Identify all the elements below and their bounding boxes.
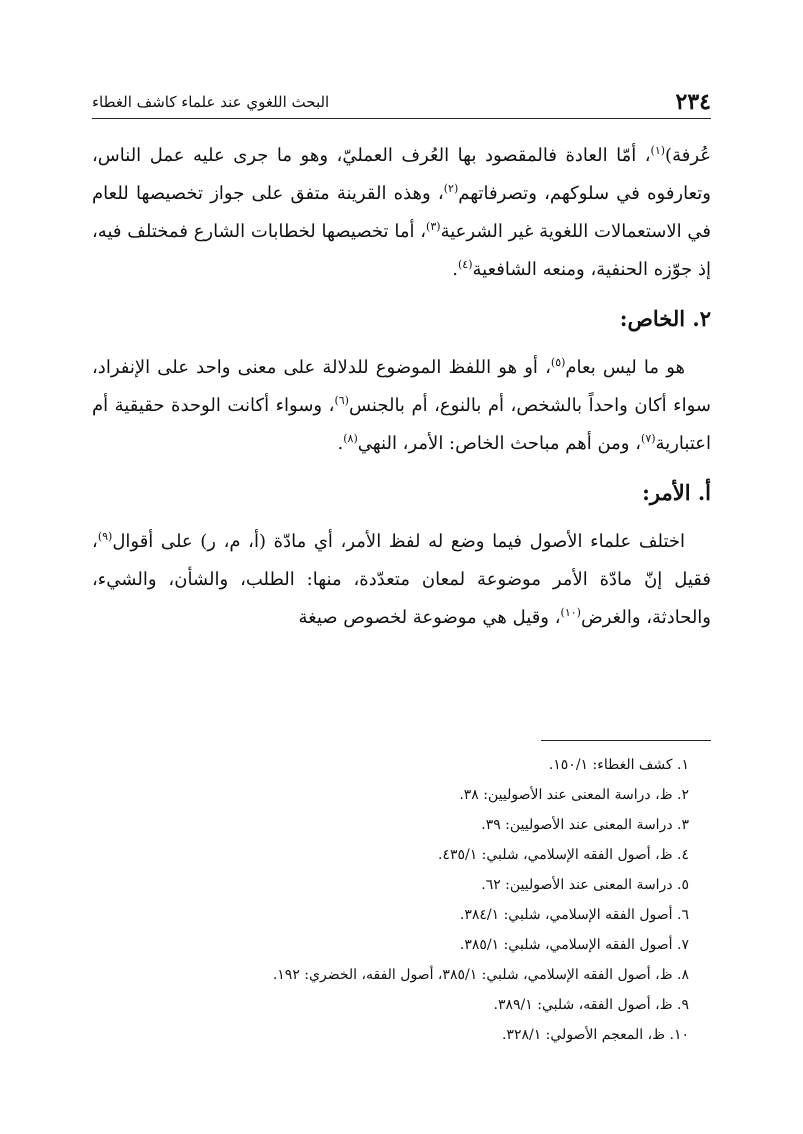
- footnote-item: ١. كشف الغطاء: ١٥٠/١.: [548, 757, 689, 773]
- text-span: ، أما تخصيصها لخطابات الشارع فمختلف فيه، إذ جوّزه الحنفية، ومنعه الشافعية: [92, 221, 711, 280]
- text-span: .: [337, 433, 344, 454]
- footnote-item: ٢. ظ، دراسة المعنى عند الأصوليين: ٣٨.: [459, 787, 689, 803]
- paragraph-2: [92, 349, 711, 463]
- body-text: [92, 137, 711, 637]
- footnote-ref: (٥): [550, 356, 566, 369]
- text-span: ، وهذه القرينة متفق على جواز تخصيصها للعام في الاستعمالات اللغوية غير الشرعية: [92, 183, 711, 242]
- footnote-ref: (٩): [97, 530, 113, 543]
- page-number: ٢٣٤: [675, 89, 711, 115]
- footnote-item: ٦. أصول الفقه الإسلامي، شلبي: ٣٨٤/١.: [459, 907, 689, 923]
- text-span: ، فقيل إنّ مادّة الأمر موضوعة لمعان متعدّدة، منها: الطلب، والشأن، والشيء، والحادثة، والغرض: [92, 531, 711, 628]
- footnote-item: ٩. ظ، أصول الفقه، شلبي: ٣٨٩/١.: [493, 997, 689, 1013]
- footnote-item: ٨. ظ، أصول الفقه الإسلامي، شلبي: ٣٨٥/١، أصول الفقه، الخضري: ١٩٢.: [272, 967, 689, 983]
- footnote-item: ٤. ظ، أصول الفقه الإسلامي، شلبي: ٤٣٥/١.: [437, 847, 689, 863]
- footnote-item: ٣. دراسة المعنى عند الأصوليين: ٣٩.: [481, 817, 689, 833]
- footnote-separator: [541, 740, 711, 741]
- text-span: ، وقيل هي موضوعة لخصوص صيغة: [298, 607, 561, 628]
- text-span: هو ما ليس بعام: [565, 357, 685, 378]
- text-span: عُرفة): [665, 145, 711, 166]
- footnote-item: ٧. أصول الفقه الإسلامي، شلبي: ٣٨٥/١.: [459, 937, 689, 953]
- footnote-ref: (١): [650, 144, 666, 157]
- footnote-ref: (٦): [334, 394, 349, 407]
- footnote-ref: (٢): [443, 182, 459, 195]
- footnotes-list: [92, 750, 711, 1050]
- text-span: ، وسواء أكانت الوحدة حقيقية أم اعتبارية: [92, 395, 711, 454]
- text-span: ، أمّا العادة فالمقصود بها العُرف العمليّ، وهو ما جرى عليه عمل الناس، وتعارفوه في سلوكهم، وتصرفاتهم: [92, 145, 711, 204]
- footnote-ref: (٨): [343, 432, 358, 445]
- section-heading-khas: ٢. الخاص:: [619, 306, 711, 331]
- paragraph-1: [92, 137, 711, 289]
- text-span: ، أو هو اللفظ الموضوع للدلالة على معنى واحد على الإنفراد، سواء أكان واحداً بالشخص، أم بالنوع، أم بالجنس: [92, 357, 712, 416]
- footnote-item: ١٠. ظ، المعجم الأصولي: ٣٢٨/١.: [501, 1027, 689, 1043]
- footnote-item: ٥. دراسة المعنى عند الأصوليين: ٦٢.: [481, 877, 689, 893]
- footnote-ref: (٣): [426, 220, 441, 233]
- footnote-ref: (٧): [641, 432, 656, 445]
- paragraph-3: [92, 523, 711, 637]
- text-span: ، ومن أهم مباحث الخاص: الأمر، النهي: [357, 433, 642, 454]
- footnote-ref: (٤): [458, 258, 473, 271]
- text-span: اختلف علماء الأصول فيما وضع له لفظ الأمر، أي مادّة (أ، م، ر) على أقوال: [112, 531, 685, 552]
- running-title: البحث اللغوي عند علماء كاشف الغطاء: [92, 93, 330, 111]
- section-heading-amr: أ. الأمر:: [642, 480, 711, 505]
- footnote-ref: (١٠): [560, 606, 581, 619]
- text-span: .: [452, 259, 458, 280]
- page-header: [92, 88, 711, 119]
